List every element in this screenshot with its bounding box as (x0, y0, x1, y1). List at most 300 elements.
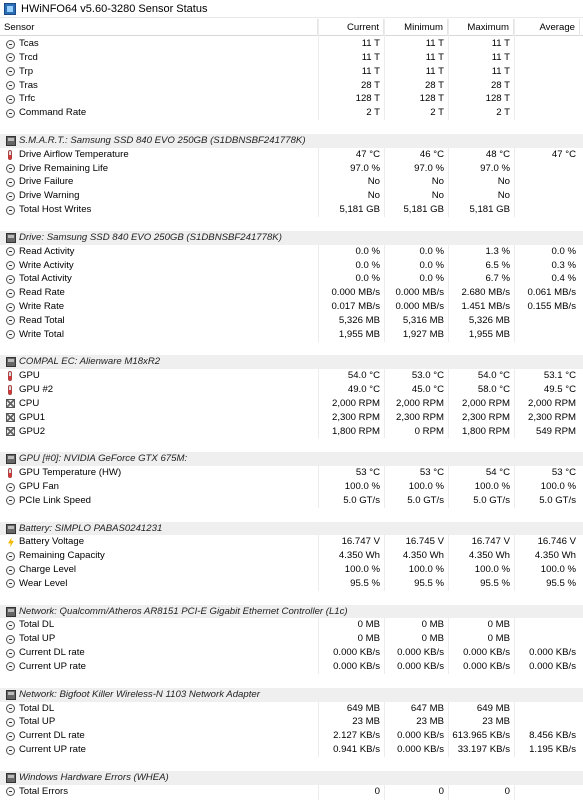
average-value: 0.000 KB/s (529, 647, 576, 659)
sensor-label: Command Rate (19, 107, 87, 119)
sensor-label: Drive Failure (19, 176, 74, 188)
sensor-row[interactable] (0, 480, 583, 494)
current-value: 28 T (360, 79, 380, 91)
current-value: 0 (374, 785, 380, 797)
average-value: 100.0 % (540, 564, 576, 576)
sensor-group-label: Drive: Samsung SSD 840 EVO 250GB (S1DBNSBF241778K) (19, 231, 282, 243)
clock-icon (6, 53, 15, 62)
sensor-name-cell (0, 259, 318, 273)
average-value (514, 65, 580, 79)
sensor-row[interactable] (0, 286, 583, 300)
blank-row (0, 674, 583, 688)
minimum-value: 0.000 KB/s (397, 730, 444, 742)
maximum-value: 4.350 Wh (468, 550, 510, 562)
current-value: 4.350 Wh (338, 550, 380, 562)
sensor-group-label: Windows Hardware Errors (WHEA) (19, 771, 169, 783)
sensor-name-cell (0, 92, 318, 106)
sensor-group-header[interactable] (0, 771, 583, 785)
sensor-name-cell (0, 51, 318, 65)
sensor-row[interactable] (0, 148, 583, 162)
sensor-name-cell (0, 79, 318, 93)
sensor-name-cell (0, 618, 318, 632)
sensor-row[interactable] (0, 259, 583, 273)
minimum-value: 16.745 V (405, 536, 444, 548)
column-header-minimum[interactable]: Minimum (384, 19, 448, 36)
minimum-value: 2,300 RPM (396, 411, 444, 423)
sensor-row[interactable] (0, 65, 583, 79)
sensor-group-label: GPU [#0]: NVIDIA GeForce GTX 675M: (19, 453, 188, 465)
sensor-label: Trfc (19, 93, 36, 105)
sensor-group-label: COMPAL EC: Alienware M18xR2 (19, 356, 161, 368)
average-value: 8.456 KB/s (529, 730, 576, 742)
current-value: 0.000 KB/s (333, 647, 380, 659)
sensor-name-cell (0, 785, 318, 799)
maximum-value: No (497, 190, 510, 202)
sensor-name-cell (0, 286, 318, 300)
sensor-label: Trcd (19, 51, 38, 63)
minimum-value: 0.0 % (419, 245, 444, 257)
current-value: 0 MB (357, 633, 380, 645)
blank-row (0, 342, 583, 356)
minimum-value: 11 T (425, 51, 444, 63)
average-value (514, 785, 580, 799)
maximum-value: 54 °C (485, 467, 510, 479)
sensor-name-cell (0, 369, 318, 383)
average-value (514, 314, 580, 328)
sensor-name-cell (0, 743, 318, 757)
sensor-row[interactable] (0, 646, 583, 660)
blank-row (0, 438, 583, 452)
current-value: 0.0 % (355, 245, 380, 257)
minimum-value: 97.0 % (414, 162, 444, 174)
minimum-value: 647 MB (410, 702, 444, 714)
average-value: 549 RPM (536, 425, 576, 437)
sensor-row[interactable] (0, 397, 583, 411)
sensor-row[interactable] (0, 92, 583, 106)
sensor-group-label: S.M.A.R.T.: Samsung SSD 840 EVO 250GB (S1DBNSBF241778K) (19, 134, 306, 146)
sensor-row[interactable] (0, 785, 583, 799)
sensor-label: Trp (19, 65, 34, 77)
thermometer-icon (8, 371, 12, 381)
sensor-name-cell (0, 646, 318, 660)
average-value: 95.5 % (546, 577, 576, 589)
sensor-group-header[interactable] (0, 452, 583, 466)
sensor-row[interactable] (0, 618, 583, 632)
sensor-name-cell (0, 272, 318, 286)
sensor-name-cell (0, 494, 318, 508)
minimum-value: 5,181 GB (403, 204, 444, 216)
drive-icon (6, 357, 16, 367)
sensor-name-cell (0, 134, 580, 148)
sensor-row[interactable] (0, 466, 583, 480)
sensor-name-cell (0, 425, 318, 439)
sensor-name-cell (0, 480, 318, 494)
clock-icon (6, 303, 15, 312)
clock-icon (6, 718, 15, 727)
sensor-label: Current DL rate (19, 730, 85, 742)
maximum-value: No (497, 176, 510, 188)
sensor-list (0, 37, 583, 798)
current-value: 16.747 V (341, 536, 380, 548)
average-value (514, 702, 580, 716)
minimum-value: 53.0 °C (411, 370, 444, 382)
minimum-value: 0.000 MB/s (395, 287, 444, 299)
sensor-row[interactable] (0, 425, 583, 439)
maximum-value: 97.0 % (480, 162, 510, 174)
current-value: 0.0 % (355, 259, 380, 271)
average-value: 4.350 Wh (534, 550, 576, 562)
sensor-row[interactable] (0, 383, 583, 397)
minimum-value: 46 °C (419, 148, 444, 160)
clock-icon (6, 496, 15, 505)
drive-icon (6, 773, 16, 783)
sensor-name-cell (0, 328, 318, 342)
clock-icon (6, 275, 15, 284)
maximum-value: 1,800 RPM (462, 425, 510, 437)
minimum-value: 4.350 Wh (402, 550, 444, 562)
fan-icon (6, 413, 15, 422)
maximum-value: 33.197 KB/s (457, 744, 510, 756)
sensor-label: Current DL rate (19, 647, 85, 659)
sensor-row[interactable] (0, 369, 583, 383)
clock-icon (6, 704, 15, 713)
current-value: 0 MB (357, 619, 380, 631)
minimum-value: 53 °C (419, 467, 444, 479)
sensor-group-header[interactable] (0, 605, 583, 619)
sensor-label: Total Host Writes (19, 204, 92, 216)
sensor-row[interactable] (0, 660, 583, 674)
maximum-value: 100.0 % (474, 481, 510, 492)
average-value: 0.0 % (551, 245, 576, 257)
thermometer-icon (8, 150, 12, 160)
sensor-label: GPU Temperature (HW) (19, 467, 122, 479)
minimum-value: 0 MB (421, 619, 444, 631)
current-value: 53 °C (355, 467, 380, 479)
sensor-name-cell (0, 522, 580, 536)
current-value: 11 T (361, 38, 380, 49)
sensor-row[interactable] (0, 175, 583, 189)
sensor-label: Write Activity (19, 259, 74, 271)
minimum-value: 11 T (425, 38, 444, 49)
current-value: 54.0 °C (347, 370, 380, 382)
average-value (514, 37, 580, 51)
clock-icon (6, 746, 15, 755)
average-value (514, 328, 580, 342)
minimum-value: 11 T (425, 65, 444, 77)
maximum-value: 58.0 °C (477, 384, 510, 396)
title-bar (0, 0, 583, 18)
sensor-label: Total UP (19, 633, 56, 645)
minimum-value: 0.0 % (419, 259, 444, 271)
minimum-value: 45.0 °C (411, 384, 444, 396)
sensor-name-cell (0, 632, 318, 646)
blank-row (0, 120, 583, 134)
hwinfo-app-icon (4, 3, 16, 15)
maximum-value: 95.5 % (480, 577, 510, 589)
average-value: 53 °C (551, 467, 576, 479)
sensor-label: PCIe Link Speed (19, 494, 91, 506)
average-value: 100.0 % (540, 481, 576, 492)
sensor-group-header[interactable] (0, 231, 583, 245)
maximum-value: 28 T (490, 79, 510, 91)
minimum-value: No (431, 176, 444, 188)
sensor-row[interactable] (0, 549, 583, 563)
sensor-name-cell (0, 300, 318, 314)
blank-row (0, 217, 583, 231)
current-value: 11 T (361, 65, 380, 77)
maximum-value: 6.5 % (485, 259, 510, 271)
clock-icon (6, 662, 15, 671)
sensor-row[interactable] (0, 79, 583, 93)
minimum-value: 5,316 MB (402, 314, 444, 326)
sensor-row[interactable] (0, 702, 583, 716)
maximum-value: 48 °C (485, 148, 510, 160)
drive-icon (6, 233, 16, 243)
average-value: 0.3 % (551, 259, 576, 271)
clock-icon (6, 192, 15, 201)
average-value: 53.1 °C (543, 370, 576, 382)
maximum-value: 0 (504, 785, 510, 797)
maximum-value: 16.747 V (471, 536, 510, 548)
column-header (0, 19, 583, 36)
sensor-name-cell (0, 397, 318, 411)
clock-icon (6, 289, 15, 298)
sensor-name-cell (0, 688, 580, 702)
sensor-row[interactable] (0, 106, 583, 120)
sensor-name-cell (0, 771, 580, 785)
current-value: 0.000 MB/s (331, 287, 380, 299)
clock-icon (6, 95, 15, 104)
maximum-value: 2,000 RPM (462, 397, 510, 409)
sensor-label: Wear Level (19, 577, 68, 589)
sensor-row[interactable] (0, 300, 583, 314)
sensor-row[interactable] (0, 535, 583, 549)
maximum-value: 613.965 KB/s (452, 730, 510, 742)
average-value: 5.0 GT/s (539, 494, 576, 506)
average-value (514, 203, 580, 217)
current-value: 100.0 % (344, 481, 380, 492)
sensor-name-cell (0, 162, 318, 176)
average-value: 47 °C (551, 148, 576, 160)
sensor-row[interactable] (0, 577, 583, 591)
maximum-value: 2.680 MB/s (461, 287, 510, 299)
sensor-label: Tras (19, 79, 38, 91)
sensor-label: Drive Airflow Temperature (19, 148, 129, 160)
maximum-value: 2,300 RPM (462, 411, 510, 423)
fan-icon (6, 399, 15, 408)
sensor-row[interactable] (0, 314, 583, 328)
minimum-value: 0 RPM (414, 425, 444, 437)
maximum-value: 0.000 KB/s (463, 660, 510, 672)
sensor-label: GPU (19, 370, 40, 382)
average-value (514, 92, 580, 106)
sensor-row[interactable] (0, 189, 583, 203)
sensor-row[interactable] (0, 563, 583, 577)
sensor-row[interactable] (0, 632, 583, 646)
current-value: 649 MB (346, 702, 380, 714)
average-value (514, 189, 580, 203)
maximum-value: 2 T (496, 107, 510, 119)
current-value: 1,800 RPM (332, 425, 380, 437)
sensor-label: Charge Level (19, 564, 77, 576)
current-value: 5.0 GT/s (343, 494, 380, 506)
sensor-name-cell (0, 203, 318, 217)
current-value: 2.127 KB/s (333, 730, 380, 742)
column-header-current[interactable]: Current (318, 19, 384, 36)
current-value: 0.941 KB/s (333, 744, 380, 756)
average-value: 2,300 RPM (528, 411, 576, 423)
minimum-value: 2,000 RPM (396, 397, 444, 409)
drive-icon (6, 524, 16, 534)
current-value: 97.0 % (350, 162, 380, 174)
sensor-label: Write Total (19, 328, 64, 340)
sensor-name-cell (0, 355, 580, 369)
sensor-row[interactable] (0, 411, 583, 425)
blank-row (0, 508, 583, 522)
drive-icon (6, 607, 16, 617)
sensor-label: GPU Fan (19, 481, 59, 492)
column-header-average[interactable]: Average (514, 19, 580, 36)
sensor-row[interactable] (0, 37, 583, 51)
average-value: 0.061 MB/s (527, 287, 576, 299)
sensor-group-header[interactable] (0, 688, 583, 702)
sensor-group-label: Battery: SIMPLO PABAS0241231 (19, 522, 163, 534)
sensor-label: CPU (19, 397, 40, 409)
minimum-value: 0.0 % (419, 273, 444, 285)
clock-icon (6, 635, 15, 644)
minimum-value: 1,927 MB (402, 328, 444, 340)
sensor-name-cell (0, 452, 580, 466)
minimum-value: No (431, 190, 444, 202)
sensor-label: Remaining Capacity (19, 550, 105, 562)
current-value: 2,300 RPM (332, 411, 380, 423)
current-value: 0.0 % (355, 273, 380, 285)
sensor-name-cell (0, 245, 318, 259)
sensor-group-header[interactable] (0, 355, 583, 369)
maximum-value: 54.0 °C (477, 370, 510, 382)
sensor-name-cell (0, 702, 318, 716)
maximum-value: 0 MB (487, 619, 510, 631)
sensor-label: Current UP rate (19, 660, 87, 672)
average-value: 1.195 KB/s (529, 744, 576, 756)
clock-icon (6, 330, 15, 339)
sensor-label: Drive Warning (19, 190, 80, 202)
current-value: 0.000 KB/s (333, 660, 380, 672)
minimum-value: 2 T (430, 107, 444, 119)
maximum-value: 100.0 % (474, 564, 510, 576)
clock-icon (6, 81, 15, 90)
sensor-label: Total Errors (19, 785, 69, 797)
clock-icon (6, 164, 15, 173)
sensor-group-header[interactable] (0, 134, 583, 148)
sensor-row[interactable] (0, 715, 583, 729)
sensor-name-cell (0, 411, 318, 425)
current-value: 2,000 RPM (332, 397, 380, 409)
sensor-label: Current UP rate (19, 744, 87, 756)
minimum-value: 0.000 KB/s (397, 647, 444, 659)
clock-icon (6, 483, 15, 492)
drive-icon (6, 690, 16, 700)
sensor-name-cell (0, 314, 318, 328)
minimum-value: 0.000 MB/s (395, 301, 444, 313)
sensor-row[interactable] (0, 494, 583, 508)
average-value: 49.5 °C (543, 384, 576, 396)
sensor-label: Read Rate (19, 287, 65, 299)
clock-icon (6, 206, 15, 215)
current-value: 5,181 GB (339, 204, 380, 216)
sensor-group-label: Network: Bigfoot Killer Wireless-N 1103 Network Adapter (19, 688, 260, 700)
maximum-value: 23 MB (482, 716, 510, 728)
current-value: 1,955 MB (338, 328, 380, 340)
average-value: 2,000 RPM (528, 397, 576, 409)
current-value: 95.5 % (350, 577, 380, 589)
sensor-row[interactable] (0, 245, 583, 259)
sensor-row[interactable] (0, 162, 583, 176)
current-value: 11 T (361, 51, 380, 63)
sensor-name-cell (0, 660, 318, 674)
window-title: HWiNFO64 v5.60-3280 Sensor Status (21, 2, 208, 15)
sensor-label: GPU2 (19, 425, 46, 437)
maximum-value: 1.3 % (485, 245, 510, 257)
average-value (514, 106, 580, 120)
minimum-value: 100.0 % (408, 564, 444, 576)
maximum-value: 5.0 GT/s (473, 494, 510, 506)
maximum-value: 11 T (491, 38, 510, 49)
sensor-row[interactable] (0, 272, 583, 286)
sensor-name-cell (0, 65, 318, 79)
current-value: 49.0 °C (347, 384, 380, 396)
current-value: 2 T (366, 107, 380, 119)
maximum-value: 1,955 MB (468, 328, 510, 340)
thermometer-icon (8, 468, 12, 478)
current-value: 23 MB (352, 716, 380, 728)
average-value (514, 715, 580, 729)
sensor-name-cell (0, 189, 318, 203)
drive-icon (6, 136, 16, 146)
sensor-group-header[interactable] (0, 522, 583, 536)
sensor-row[interactable] (0, 203, 583, 217)
current-value: No (367, 176, 380, 188)
sensor-label: Read Activity (19, 245, 75, 257)
sensor-name-cell (0, 106, 318, 120)
minimum-value: 28 T (424, 79, 444, 91)
maximum-value: 0 MB (487, 633, 510, 645)
minimum-value: 5.0 GT/s (407, 494, 444, 506)
sensor-row[interactable] (0, 743, 583, 757)
average-value: 16.746 V (537, 536, 576, 548)
clock-icon (6, 247, 15, 256)
sensor-name-cell (0, 715, 318, 729)
minimum-value: 100.0 % (408, 481, 444, 492)
fan-icon (6, 427, 15, 436)
clock-icon (6, 787, 15, 796)
sensor-name-cell (0, 466, 318, 480)
sensor-label: GPU #2 (19, 384, 54, 396)
column-header-maximum[interactable]: Maximum (448, 19, 514, 36)
minimum-value: 23 MB (416, 716, 444, 728)
sensor-label: Total DL (19, 619, 55, 631)
sensor-label: Total UP (19, 716, 56, 728)
sensor-name-cell (0, 148, 318, 162)
sensor-row[interactable] (0, 729, 583, 743)
sensor-row[interactable] (0, 51, 583, 65)
column-header-sensor[interactable]: Sensor (0, 19, 318, 36)
sensor-name-cell (0, 577, 318, 591)
clock-icon (6, 40, 15, 49)
clock-icon (6, 552, 15, 561)
sensor-row[interactable] (0, 328, 583, 342)
maximum-value: 1.451 MB/s (461, 301, 510, 313)
